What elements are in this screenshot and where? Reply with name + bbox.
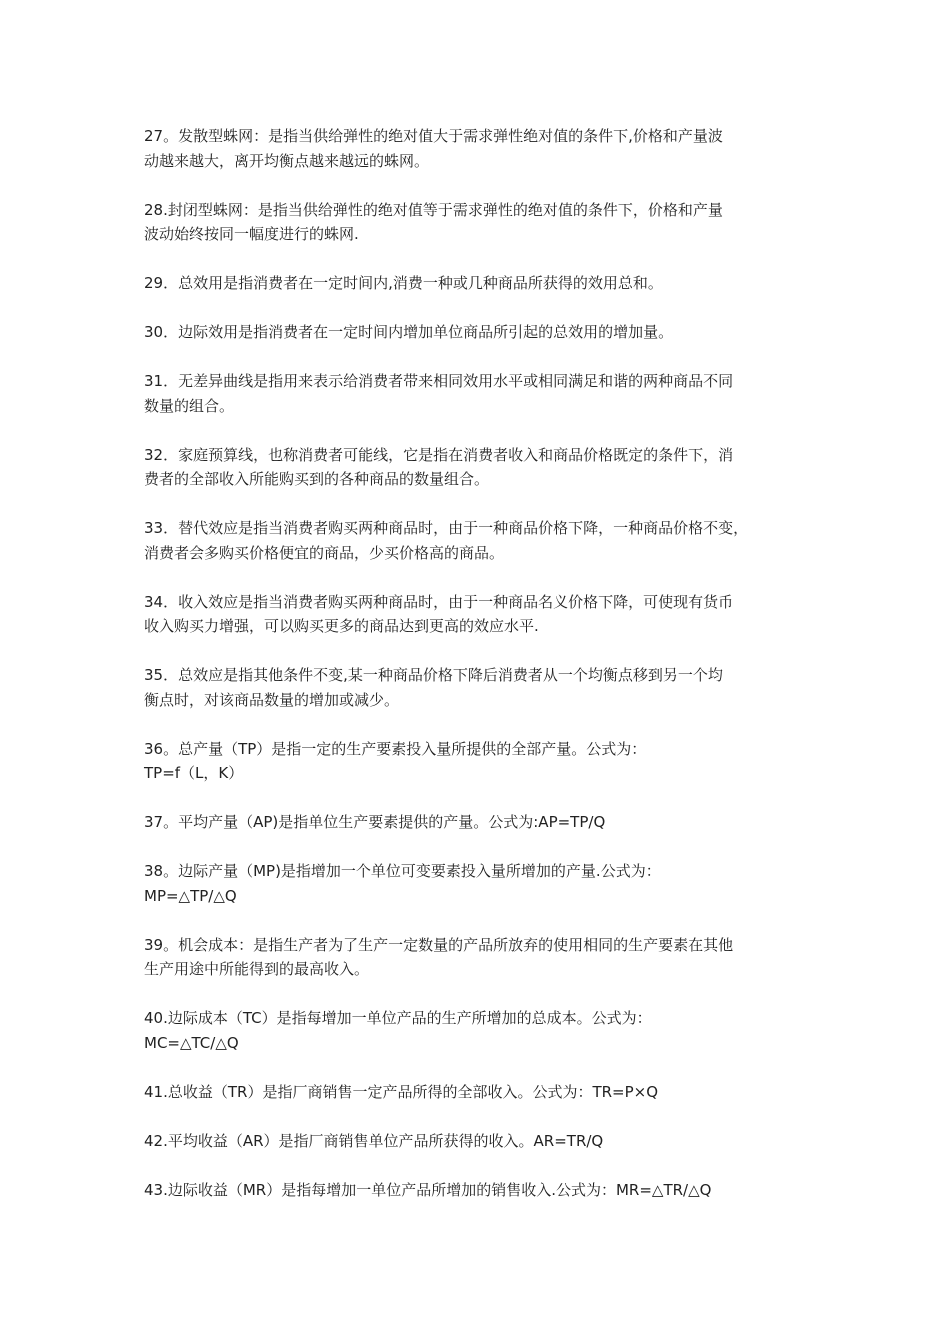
paragraph-42: 42.平均收益（AR）是指厂商销售单位产品所获得的收入。AR=TR/Q bbox=[144, 1131, 604, 1150]
paragraph-34: 34．收入效应是指当消费者购买两种商品时，由于一种商品名义价格下降，可使现有货币 收入购买力增强，可以购买更多的商品达到更高的效应水平. bbox=[144, 592, 734, 635]
paragraph-39: 39。机会成本：是指生产者为了生产一定数量的产品所放弃的使用相同的生产要素在其他 生产用途中所能得到的最高收入。 bbox=[144, 935, 734, 978]
paragraph-33: 33．替代效应是指当消费者购买两种商品时，由于一种商品价格下降，一种商品价格不变， 消费者会多购买价格便宜的商品，少买价格高的商品。 bbox=[144, 519, 749, 562]
paragraph-41: 41.总收益（TR）是指厂商销售一定产品所得的全部收入。公式为：TR=P×Q bbox=[144, 1082, 659, 1101]
paragraph-30: 30．边际效用是指消费者在一定时间内增加单位商品所引起的总效用的增加量。 bbox=[144, 323, 674, 341]
paragraph-32: 32．家庭预算线，也称消费者可能线，它是指在消费者收入和商品价格既定的条件下，消 费者的全部收入所能购买到的各种商品的数量组合。 bbox=[144, 445, 734, 488]
paragraph-38: 38。边际产量（MP)是指增加一个单位可变要素投入量所增加的产量.公式为： MP=△TP/△Q bbox=[144, 862, 661, 905]
paragraph-43: 43.边际收益（MR）是指每增加一单位产品所增加的销售收入.公式为：MR=△TR/△Q bbox=[144, 1180, 712, 1199]
paragraph-37: 37。平均产量（AP)是指单位生产要素提供的产量。公式为:AP=TP/Q bbox=[144, 813, 606, 831]
paragraph-29: 29．总效用是指消费者在一定时间内,消费一种或几种商品所获得的效用总和。 bbox=[144, 274, 663, 292]
document-body bbox=[144, 124, 824, 1227]
paragraph-27: 27。发散型蛛网：是指当供给弹性的绝对值大于需求弹性绝对值的条件下,价格和产量波 动越来越大，离开均衡点越来越远的蛛网。 bbox=[144, 127, 723, 170]
paragraph-35: 35．总效应是指其他条件不变,某一种商品价格下降后消费者从一个均衡点移到另一个均 衡点时，对该商品数量的增加或减少。 bbox=[144, 666, 723, 709]
paragraph-31: 31．无差异曲线是指用来表示给消费者带来相同效用水平或相同满足和谐的两种商品不同 数量的组合。 bbox=[144, 372, 734, 415]
paragraph-36: 36。总产量（TP）是指一定的生产要素投入量所提供的全部产量。公式为： TP=f（L，K） bbox=[144, 739, 647, 782]
paragraph-28: 28.封闭型蛛网：是指当供给弹性的绝对值等于需求弹性的绝对值的条件下，价格和产量 波动始终按同一幅度进行的蛛网. bbox=[144, 200, 723, 243]
paragraph-40: 40.边际成本（TC）是指每增加一单位产品的生产所增加的总成本。公式为： MC=△TC/△Q bbox=[144, 1009, 652, 1052]
